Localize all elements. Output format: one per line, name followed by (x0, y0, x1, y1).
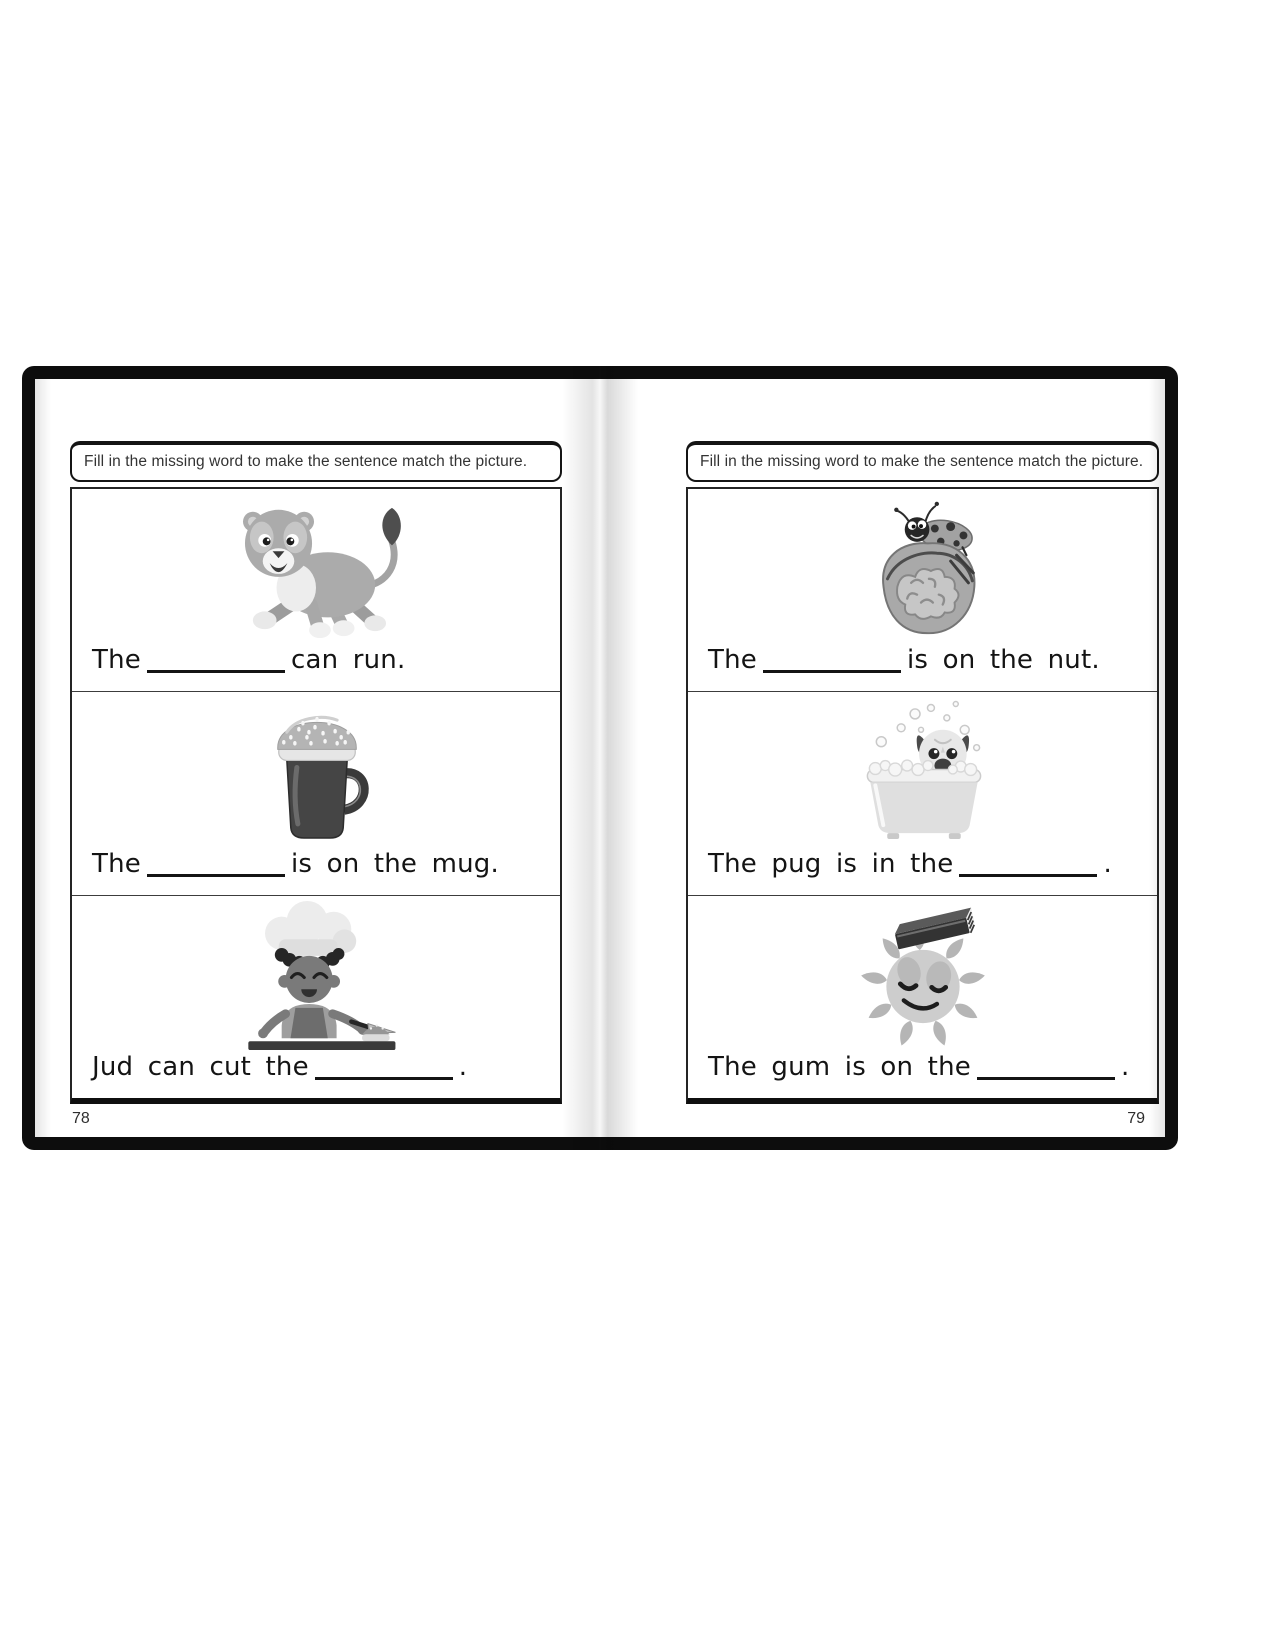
exercise-sun (688, 895, 1157, 1098)
sentence-lion (72, 645, 560, 691)
book-pages (35, 379, 1165, 1137)
sentence-post: . (1103, 848, 1112, 879)
exercise-lion (72, 489, 560, 691)
sentence-pre: The pug is in the (708, 848, 954, 879)
sentence-mug (72, 849, 560, 895)
page-number: 79 (1127, 1110, 1145, 1127)
exercise-ladybug (688, 489, 1157, 691)
sentence-post: . (458, 1051, 468, 1082)
pug-in-bathtub-image (822, 700, 1024, 844)
answer-blank (763, 670, 901, 673)
exercise-list (70, 487, 562, 1104)
sentence-post: is on the nut. (906, 645, 1100, 676)
answer-blank (977, 1077, 1115, 1080)
answer-blank (315, 1077, 453, 1080)
page-78 (35, 379, 600, 1137)
ladybug-on-walnut-image (852, 494, 994, 644)
instruction-box (686, 441, 1159, 482)
sentence-pre: The (92, 645, 141, 676)
book-cover (22, 366, 1178, 1150)
chef-boy-cutting-bun-image (213, 900, 419, 1052)
sentence-chef (72, 1052, 560, 1098)
sentence-pre: The (708, 645, 757, 676)
exercise-chef (72, 895, 560, 1098)
page-79 (600, 379, 1165, 1137)
sentence-pre: The (92, 848, 141, 879)
gum-pack-on-sun-image (839, 901, 1007, 1051)
instruction-text: Fill in the missing word to make the sentence match the picture. (84, 453, 528, 470)
page-number: 78 (72, 1110, 90, 1127)
sentence-sun (688, 1052, 1157, 1098)
exercise-pug (688, 691, 1157, 894)
sentence-post: is on the mug. (290, 848, 499, 879)
lion-cub-running-image (217, 496, 415, 642)
sentence-ladybug (688, 645, 1157, 691)
sentence-pre: The gum is on the (708, 1051, 971, 1082)
sentence-pre: Jud can cut the (92, 1051, 309, 1082)
exercise-list (686, 487, 1159, 1104)
answer-blank (147, 874, 285, 877)
answer-blank (147, 670, 285, 673)
instruction-text: Fill in the missing word to make the sentence match the picture. (700, 453, 1144, 470)
sentence-pug (688, 849, 1157, 895)
exercise-mug (72, 691, 560, 894)
answer-blank (959, 874, 1097, 877)
instruction-box (70, 441, 562, 482)
bun-on-mug-image (250, 699, 382, 845)
sentence-post: . (1120, 1051, 1130, 1082)
sentence-post: can run. (290, 645, 406, 676)
